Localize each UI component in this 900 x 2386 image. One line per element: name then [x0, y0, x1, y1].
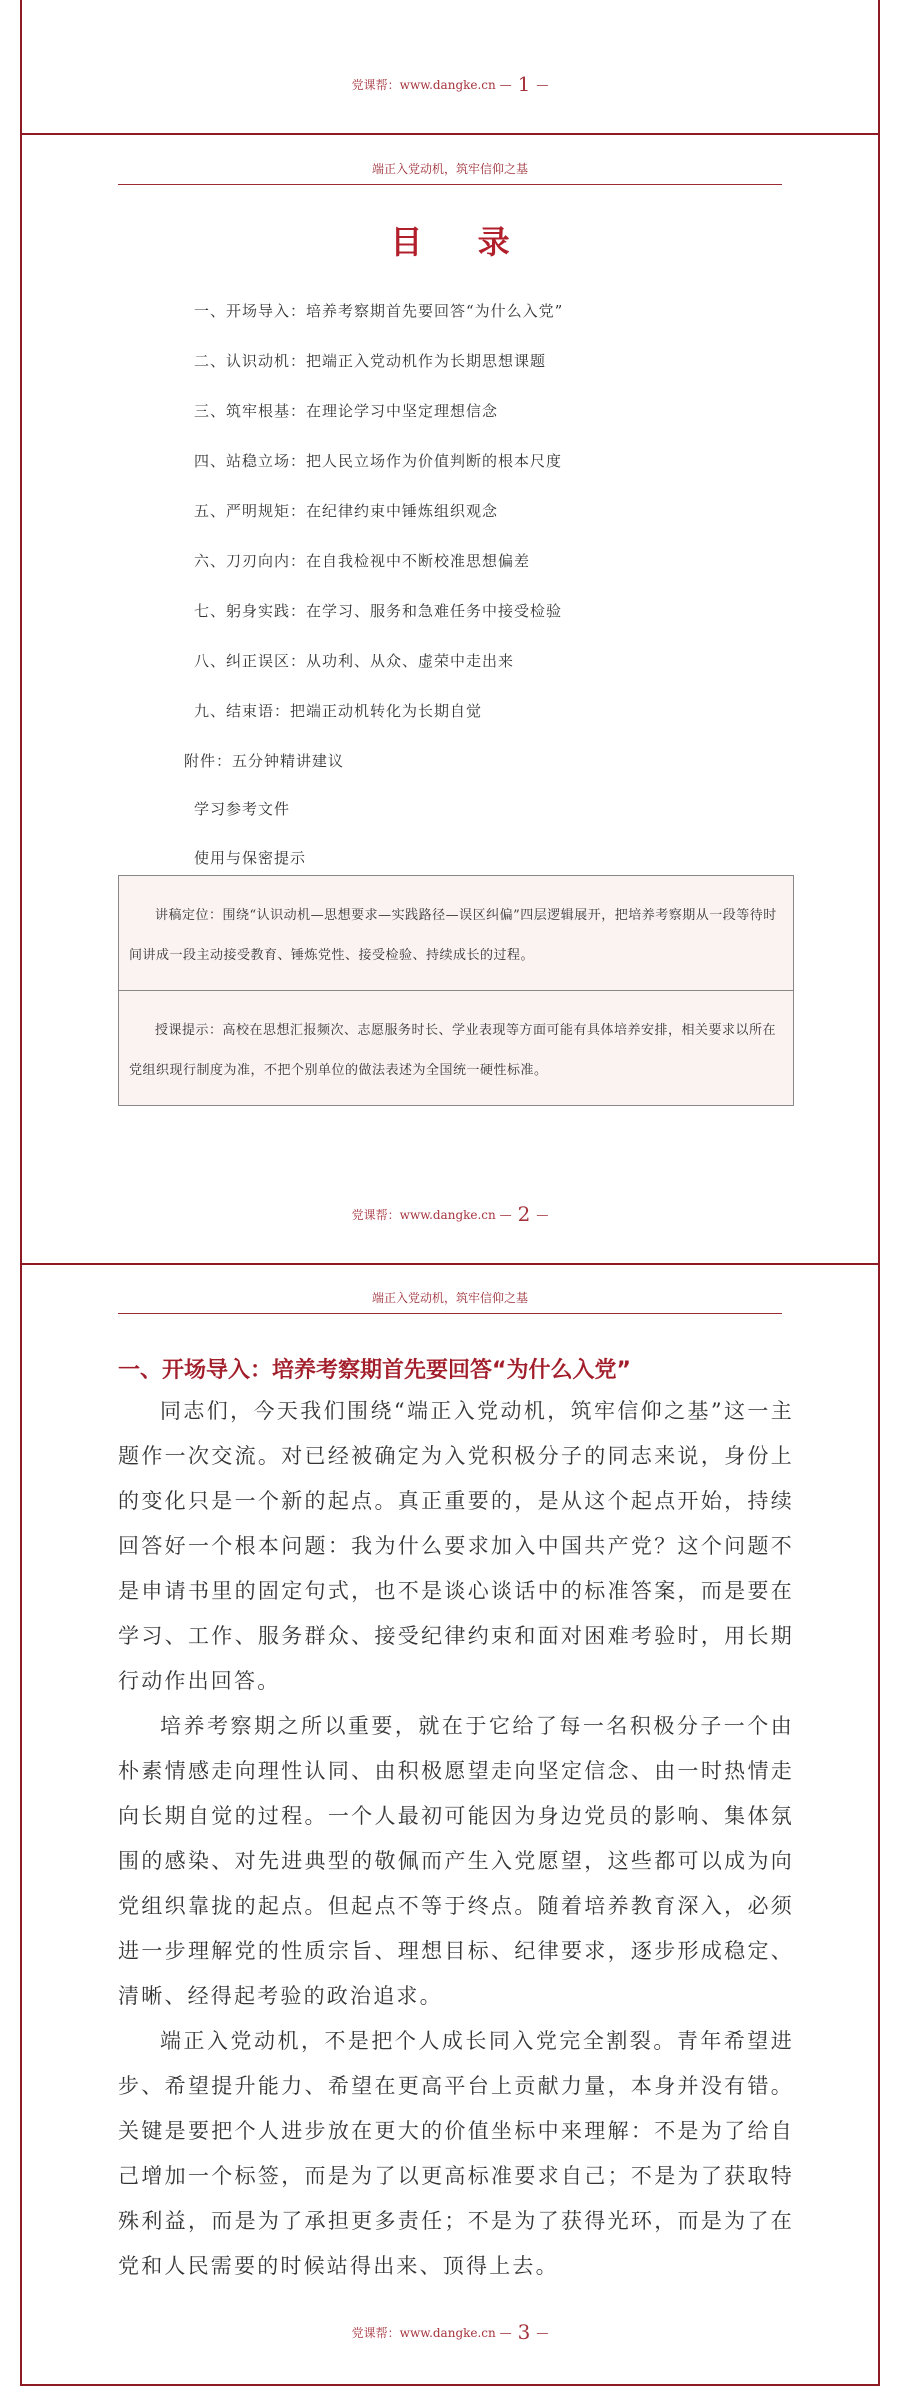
- toc-item[interactable]: 九、结束语：把端正动机转化为长期自觉: [194, 702, 483, 720]
- toc-list: [194, 300, 563, 750]
- toc-item[interactable]: 七、躬身实践：在学习、服务和急难任务中接受检验: [194, 602, 563, 620]
- toc-item[interactable]: 一、开场导入：培养考察期首先要回答“为什么入党”: [194, 302, 564, 320]
- body-paragraph: 端正入党动机，不是把个人成长同入党完全割裂。青年希望进步、希望提升能力、希望在更高平台上贡献力量，本身并没有错。关键是要把个人进步放在更大的价值坐标中来理解：不是为了给自己增加一个标签，而是为了以更高标准要求自己；不是为了获取特殊利益，而是为了承担更多责任；不是为了获得光环，而是为了在党和人民需要的时候站得出来、顶得上去。: [118, 2029, 794, 2278]
- toc-item[interactable]: 八、纠正误区：从功利、从众、虚荣中走出来: [194, 652, 515, 670]
- page-number: 3: [517, 2320, 531, 2344]
- section-body: [118, 1389, 794, 2289]
- page-1: [20, 0, 880, 135]
- page-number: 1: [517, 72, 531, 96]
- footer-dash-left: —: [499, 78, 512, 92]
- page-footer: [22, 2320, 878, 2344]
- page-number: 2: [517, 1202, 531, 1226]
- toc-item[interactable]: 三、筑牢根基：在理论学习中坚定理想信念: [194, 402, 499, 420]
- footer-dash-left: —: [499, 1208, 512, 1222]
- toc-item[interactable]: 二、认识动机：把端正入党动机作为长期思想课题: [194, 352, 547, 370]
- page-footer: [22, 72, 878, 96]
- toc-appendix-item[interactable]: 附件：五分钟精讲建议: [184, 752, 345, 770]
- footer-site: 党课帮：www.dangke.cn: [351, 2326, 496, 2340]
- footer-dash-left: —: [499, 2326, 512, 2340]
- running-head: 端正入党动机，筑牢信仰之基: [118, 1289, 782, 1314]
- page-2: [20, 135, 880, 1265]
- lecture-notes-box: [118, 875, 794, 1106]
- toc-item[interactable]: 五、严明规矩：在纪律约束中锤炼组织观念: [194, 502, 499, 520]
- toc-reference-item[interactable]: 学习参考文件: [194, 800, 291, 818]
- footer-dash-right: —: [536, 1208, 549, 1222]
- toc-appendix-list: [184, 750, 344, 799]
- section-title: 一、开场导入：培养考察期首先要回答“为什么入党”: [118, 1358, 631, 1383]
- footer-dash-right: —: [536, 2326, 549, 2340]
- footer-site: 党课帮：www.dangke.cn: [351, 1208, 496, 1222]
- toc-title: 目 录: [390, 223, 532, 261]
- teaching-tips-note: 授课提示：高校在思想汇报频次、志愿服务时长、学业表现等方面可能有具体培养安排，相关要求以所在党组织现行制度为准，不把个别单位的做法表述为全国统一硬性标准。: [119, 990, 793, 1105]
- page-3: [20, 1265, 880, 2386]
- lecture-positioning-note: 讲稿定位：围绕“认识动机—思想要求—实践路径—误区纠偏”四层逻辑展开，把培养考察期从一段等待时间讲成一段主动接受教育、锤炼党性、接受检验、持续成长的过程。: [129, 908, 777, 963]
- footer-dash-right: —: [536, 78, 549, 92]
- body-paragraph: 培养考察期之所以重要，就在于它给了每一名积极分子一个由朴素情感走向理性认同、由积极愿望走向坚定信念、由一时热情走向长期自觉的过程。一个人最初可能因为身边党员的影响、集体氛围的感染、对先进典型的敬佩而产生入党愿望，这些都可以成为向党组织靠拢的起点。但起点不等于终点。随着培养教育深入，必须进一步理解党的性质宗旨、理想目标、纪律要求，逐步形成稳定、清晰、经得起考验的政治追求。: [118, 1714, 794, 2008]
- toc-usage-item[interactable]: 使用与保密提示: [194, 849, 307, 867]
- running-head: 端正入党动机，筑牢信仰之基: [118, 160, 782, 185]
- toc-item[interactable]: 六、刀刃向内：在自我检视中不断校准思想偏差: [194, 552, 531, 570]
- footer-site: 党课帮：www.dangke.cn: [351, 78, 496, 92]
- toc-item[interactable]: 四、站稳立场：把人民立场作为价值判断的根本尺度: [194, 452, 563, 470]
- page-footer: [22, 1202, 878, 1226]
- body-paragraph: 同志们，今天我们围绕“端正入党动机，筑牢信仰之基”这一主题作一次交流。对已经被确定为入党积极分子的同志来说，身份上的变化只是一个新的起点。真正重要的，是从这个起点开始，持续回答好一个根本问题：我为什么要求加入中国共产党？这个问题不是申请书里的固定句式，也不是谈心谈话中的标准答案，而是要在学习、工作、服务群众、接受纪律约束和面对困难考验时，用长期行动作出回答。: [118, 1399, 794, 1693]
